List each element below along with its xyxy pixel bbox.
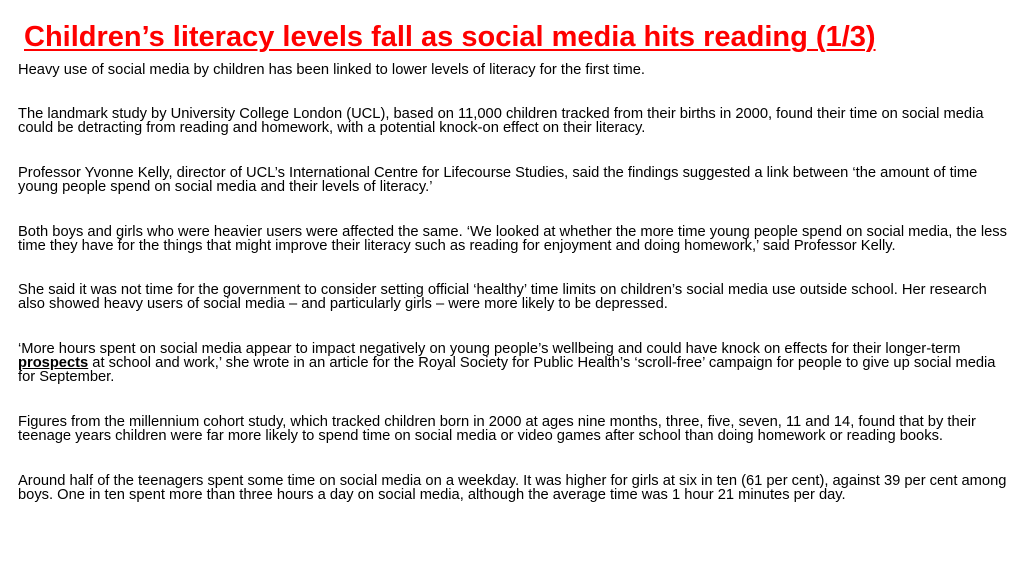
prospects-link[interactable]: prospects xyxy=(18,355,89,371)
paragraph-6-after: at school and work,’ she wrote in an article for the Royal Society for Public Health’s ‘scroll-free’ campaign for people to give up social media for September. xyxy=(18,355,996,385)
paragraph-5: She said it was not time for the government to consider setting official ‘healthy’ time limits on children’s social media use outside school. Her research also showed heavy users of social media – and particularly girls – were more likely to be depressed. xyxy=(18,282,987,312)
paragraph-3: Professor Yvonne Kelly, director of UCL’s International Centre for Lifecourse Studies, said the findings suggested a link between ‘the amount of time young people spend on social media and their levels of literacy.’ xyxy=(18,165,978,195)
slide-title: Children’s literacy levels fall as social media hits reading (1/3) xyxy=(24,21,876,53)
paragraph-6 xyxy=(18,342,1008,384)
paragraph-8: Around half of the teenagers spent some time on social media on a weekday. It was higher for girls at six in ten (61 per cent), against 39 per cent among boys. One in ten spent more than three hours a day on social media, although the average time was 1 hour 21 minutes per day. xyxy=(18,473,1007,503)
paragraph-2: The landmark study by University College London (UCL), based on 11,000 children tracked from their births in 2000, found their time on social media could be detracting from reading and homework, with a potential knock-on effect on their literacy. xyxy=(18,106,984,136)
paragraph-4: Both boys and girls who were heavier users were affected the same. ‘We looked at whether the more time young people spend on social media, the less time they have for the things that might improve their literacy such as reading for enjoyment and doing homework,’ said Professor Kelly. xyxy=(18,224,1007,254)
paragraph-1: Heavy use of social media by children has been linked to lower levels of literacy for the first time. xyxy=(18,62,645,78)
paragraph-6-before: ‘More hours spent on social media appear to impact negatively on young people’s wellbeing and could have knock on effects for their longer-term xyxy=(18,341,961,357)
slide-body xyxy=(18,63,1008,502)
paragraph-7: Figures from the millennium cohort study, which tracked children born in 2000 at ages nine months, three, five, seven, 11 and 14, found that by their teenage years children were far more likely to spend time on social media or video games after school than doing homework or reading books. xyxy=(18,414,976,444)
